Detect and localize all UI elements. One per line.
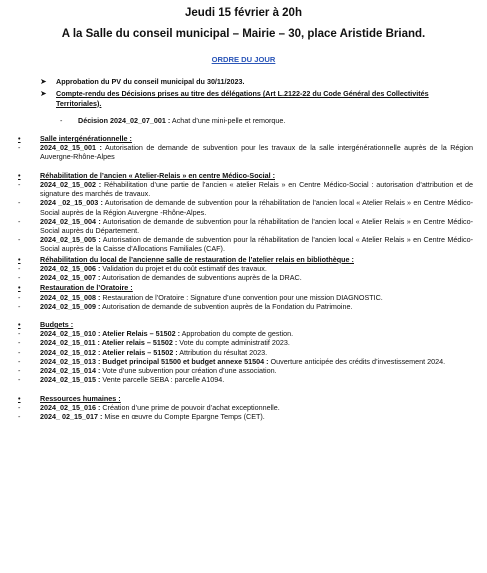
item-code: 2024_ 02_15_017 :	[40, 411, 103, 421]
section-title-text: Réhabilitation de l’ancien « Atelier-Relais » en centre Médico-Social :	[40, 170, 275, 180]
bullet-icon: •	[18, 170, 21, 180]
section-title	[18, 283, 487, 292]
item-description: Ouverture anticipée des crédits d’investissement 2024.	[268, 356, 446, 366]
item-code: 2024_02_15_004 :	[40, 216, 101, 226]
section-title	[18, 394, 487, 403]
item-description: Attribution du résultat 2023.	[177, 347, 268, 357]
intro-list	[0, 77, 487, 108]
item-description: Mise en œuvre du Compte Epargne Temps (CET).	[102, 411, 265, 421]
agenda-section	[0, 134, 487, 162]
dash-marker: -	[18, 263, 21, 273]
intro-item	[40, 77, 473, 87]
agenda-item	[18, 217, 473, 235]
dash-marker: -	[60, 115, 63, 125]
item-description: Validation du projet et du coût estimatif des travaux.	[100, 263, 267, 273]
item-description: Approbation du compte de gestion.	[180, 329, 294, 339]
intro-item-text: Compte-rendu des Décisions prises au titre des délégations (Art L.2122-22 du Code Général des Collectivités Territoriales).	[56, 89, 429, 108]
agenda-item	[18, 302, 473, 311]
item-code: 2024_02_15_016 :	[40, 402, 101, 412]
item-description: Vote du compte administratif 2023.	[177, 338, 290, 348]
dash-marker: -	[18, 292, 21, 302]
agenda-item-text	[40, 412, 473, 421]
decision-code: Décision 2024_02_07_001 :	[78, 115, 171, 125]
bullet-icon: •	[18, 283, 21, 293]
item-code: 2024_02_15_012 :	[40, 347, 101, 357]
item-code: 2024_02_15_008 :	[40, 292, 101, 302]
item-code: 2024_02_15_005 :	[40, 235, 101, 245]
dash-marker: -	[18, 198, 21, 208]
agenda-item	[18, 273, 473, 282]
agenda-item-text	[40, 143, 473, 161]
item-description: Autorisation de demande de subvention pour les travaux de la salle intergénérationnelle auprès de la Région Auvergne-Rhône-Alpes	[40, 143, 473, 162]
item-code: 2024_02_15_002 :	[40, 179, 102, 189]
arrow-icon: ➤	[40, 89, 47, 99]
dash-marker: -	[18, 216, 21, 226]
item-code: 2024_02_15_013 :	[40, 356, 101, 366]
section-title	[18, 134, 487, 143]
dash-marker: -	[18, 301, 21, 311]
agenda-item	[18, 338, 473, 347]
dash-marker: -	[18, 179, 21, 189]
intro-item	[40, 89, 473, 107]
agenda-item	[18, 293, 473, 302]
agenda-section	[0, 320, 487, 385]
agenda-item	[18, 412, 473, 421]
dash-marker: -	[18, 402, 21, 412]
item-label: Budget principal 51500 et budget annexe 51504 :	[100, 356, 269, 366]
item-description: Vote d’une subvention pour création d’une association.	[100, 366, 277, 376]
dash-marker: -	[18, 235, 21, 245]
agenda-item-text	[40, 217, 473, 235]
agenda-item	[18, 348, 473, 357]
agenda-item-text	[40, 198, 473, 216]
item-description: Autorisation de demande de subvention pour la réhabilitation de l’ancien local « Atelier Relais » en Centre Médico-Social auprès de la Région Auvergne -Rhône-Alpes.	[40, 198, 473, 217]
agenda-item-text	[40, 348, 473, 357]
agenda-item-text	[40, 264, 473, 273]
item-description: Autorisation de demandes de subventions auprès de la DRAC.	[100, 273, 302, 283]
section-title-text: Ressources humaines :	[40, 393, 121, 403]
dash-marker: -	[18, 356, 21, 366]
agenda-item	[18, 375, 473, 384]
dash-marker: -	[18, 143, 21, 153]
dash-marker: -	[18, 347, 21, 357]
section-title-text: Restauration de l’Oratoire :	[40, 283, 133, 293]
item-code: 2024_02_15_011 :	[40, 338, 100, 348]
section-title	[18, 171, 487, 180]
item-label: Atelier Relais – 51502 :	[100, 329, 181, 339]
dash-marker: -	[18, 375, 21, 385]
agenda-item	[18, 198, 473, 216]
item-label: Atelier relais – 51502 :	[99, 338, 178, 348]
item-description: Création d’une prime de pouvoir d’achat exceptionnelle.	[100, 402, 280, 412]
meeting-date: Jeudi 15 février à 20h	[185, 7, 302, 19]
agenda-title	[0, 55, 487, 65]
item-code: 2024_02_15_014 :	[40, 366, 101, 376]
item-code: 2024_02_15_007 :	[40, 273, 101, 283]
agenda-item	[18, 403, 473, 412]
bullet-icon: •	[18, 393, 21, 403]
dash-marker: -	[18, 411, 21, 421]
meeting-place: A la Salle du conseil municipal – Mairie – 30, place Aristide Briand.	[61, 27, 426, 40]
agenda-item	[18, 180, 473, 198]
agenda-title-text: ORDRE DU JOUR	[211, 55, 276, 65]
item-code: 2024_02_15_009 :	[40, 301, 101, 311]
item-label: Atelier relais – 51502 :	[100, 347, 178, 357]
decision-text: Achat d’une mini-pelle et remorque.	[170, 115, 286, 125]
agenda-item-text	[40, 338, 473, 347]
agenda-section	[0, 171, 487, 254]
agenda-item-text	[40, 329, 473, 338]
agenda-section	[0, 394, 487, 422]
arrow-icon: ➤	[40, 77, 47, 87]
section-title-text: Salle intergénérationnelle :	[40, 134, 132, 144]
item-code: 2024_02_15_006 :	[40, 263, 101, 273]
item-description: Vente parcelle SEBA : parcelle A1094.	[100, 375, 225, 385]
agenda-item-text	[40, 403, 473, 412]
agenda-item-text	[40, 235, 473, 253]
item-code: 2024_02_15_001 :	[40, 143, 102, 153]
dash-marker: -	[18, 329, 21, 339]
bullet-icon: •	[18, 319, 21, 329]
agenda-section	[0, 255, 487, 283]
agenda-sections	[0, 134, 487, 421]
section-title-text: Budgets :	[40, 319, 74, 329]
item-code: 2024_02_15_015 :	[40, 375, 101, 385]
agenda-item	[18, 235, 473, 253]
item-description: Autorisation de demande de subvention pour la réhabilitation de l’ancien local « Atelier Relais » en Centre Médico-Social auprès du Département.	[40, 216, 473, 236]
agenda-item-text	[40, 180, 473, 198]
intro-item-text: Approbation du PV du conseil municipal du 30/11/2023.	[56, 77, 245, 87]
header	[0, 6, 487, 41]
agenda-item-text	[40, 375, 473, 384]
agenda-item	[18, 143, 473, 161]
agenda-item-text	[40, 293, 473, 302]
item-description: Autorisation de demande de subvention pour la réhabilitation de l’ancien local « Atelier Relais » en Centre Médico-Social auprès de la Caisse d’Allocations Familiales (CAF).	[40, 235, 473, 254]
agenda-item	[18, 357, 473, 366]
agenda-item	[18, 264, 473, 273]
dash-marker: -	[18, 338, 21, 348]
dash-marker: -	[18, 273, 21, 283]
decision-line	[60, 116, 487, 125]
item-description: Restauration de l’Oratoire : Signature d’une convention pour une mission DIAGNOSTIC.	[100, 292, 383, 302]
agenda-item-text	[40, 302, 473, 311]
bullet-icon: •	[18, 254, 21, 264]
item-description: Autorisation de demande de subvention auprès de la Fondation du Patrimoine.	[100, 301, 353, 311]
section-title-text: Réhabilitation du local de l’ancienne salle de restauration de l’atelier relais en bibliothèque :	[40, 254, 354, 264]
bullet-icon: •	[18, 134, 21, 144]
agenda-item	[18, 329, 473, 338]
agenda-section	[0, 283, 487, 311]
section-title	[18, 255, 487, 264]
agenda-item	[18, 366, 473, 375]
dash-marker: -	[18, 366, 21, 376]
agenda-item-text	[40, 357, 473, 366]
item-code: 2024_02_15_010 :	[40, 329, 101, 339]
item-code: 2024 _02_15_003 :	[40, 198, 103, 208]
item-description: Réhabilitation d’une partie de l’ancien « atelier Relais » en Centre Médico-Social : autorisation d’attribution et de signature des marchés de travaux.	[40, 179, 473, 199]
agenda-item-text	[40, 366, 473, 375]
section-title	[18, 320, 487, 329]
agenda-item-text	[40, 273, 473, 282]
